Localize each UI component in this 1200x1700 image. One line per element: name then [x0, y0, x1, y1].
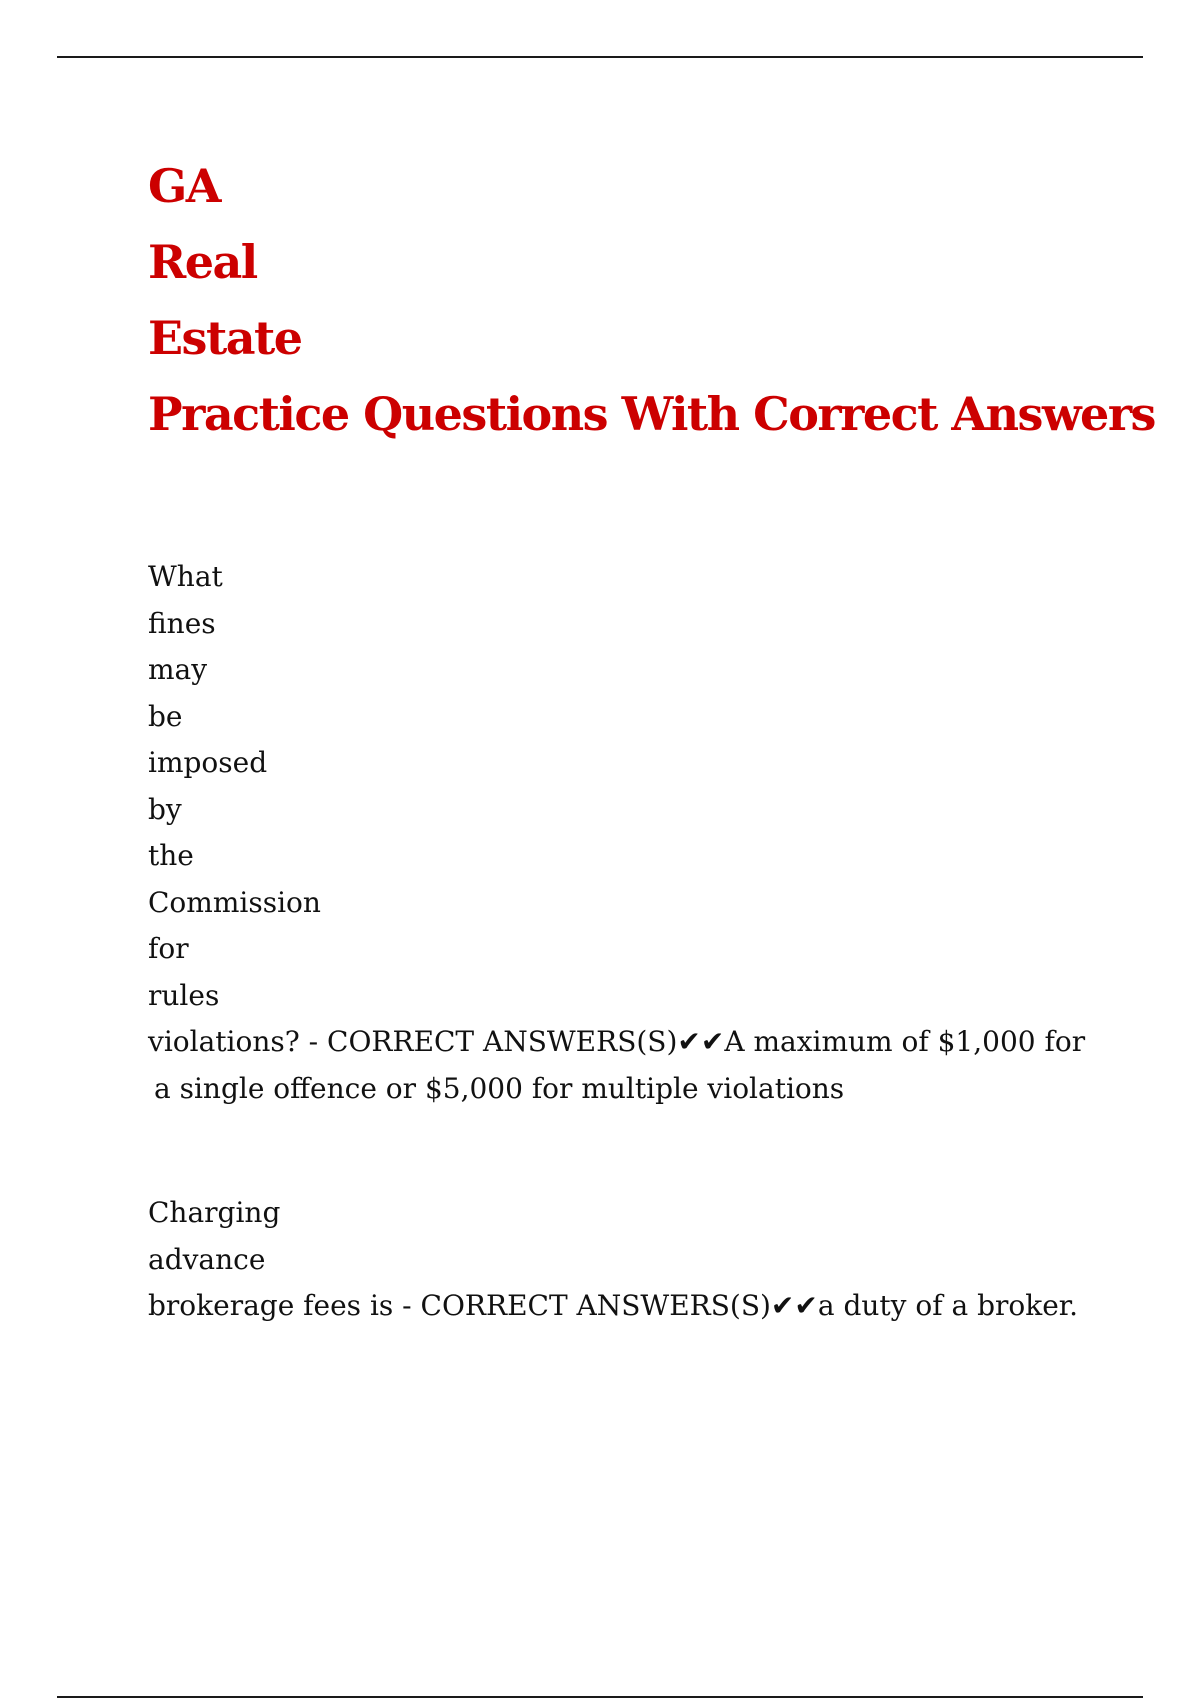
question-answer-block	[148, 554, 1098, 1112]
answer-continuation: a single offence or $5,000 for multiple violations	[154, 1071, 845, 1105]
question-word: fines	[148, 606, 216, 640]
question-word: rules	[148, 978, 220, 1012]
question-answer-line: brokerage fees is - CORRECT ANSWERS(S)✔✔a duty of a broker.	[148, 1289, 1079, 1322]
question-word: by	[148, 792, 182, 826]
question-word: the	[148, 839, 194, 872]
question-word: advance	[148, 1242, 266, 1276]
title-line: Estate	[148, 311, 302, 365]
question-word: be	[148, 699, 183, 733]
question-answer-block	[148, 1190, 1098, 1330]
top-rule	[57, 56, 1143, 58]
question-word: for	[148, 932, 189, 965]
question-word: may	[148, 653, 208, 686]
question-word: imposed	[148, 746, 268, 779]
title-line: GA	[148, 159, 220, 213]
question-word: Charging	[148, 1196, 281, 1229]
document-title	[148, 148, 1155, 452]
question-word: What	[148, 560, 223, 593]
title-line: Practice Questions With Correct Answers	[148, 387, 1155, 441]
question-word: Commission	[148, 885, 321, 919]
title-line: Real	[148, 235, 257, 289]
bottom-rule	[57, 1696, 1143, 1698]
question-answer-line: violations? - CORRECT ANSWERS(S)✔✔A maximum of $1,000 for	[148, 1025, 1086, 1058]
